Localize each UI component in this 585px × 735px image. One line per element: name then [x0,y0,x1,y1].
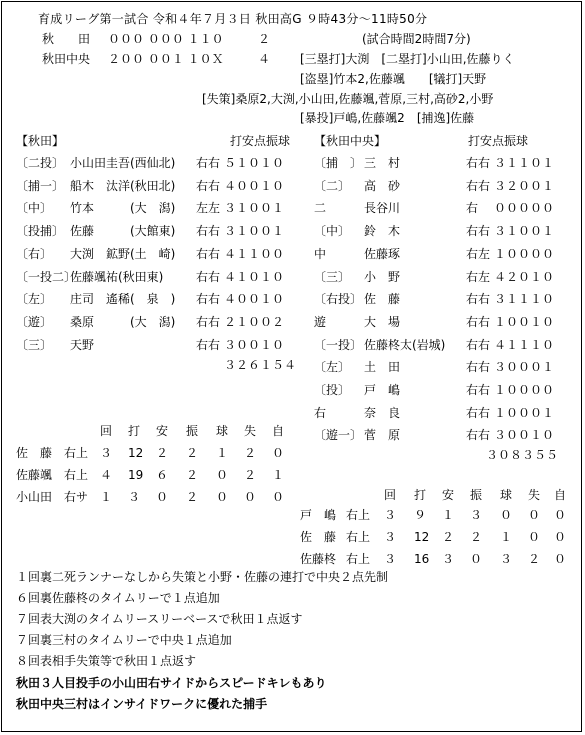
linescore-team-chuo: 秋田中央 [42,52,91,66]
pitcher-stat: ３ [384,530,397,544]
batter-name: 奈 良 [364,405,401,420]
pitcher-stat: ３ [500,552,513,566]
pitcher-stat: ３ [100,446,113,460]
akita-team-header: 【秋田】 [16,134,65,148]
batter-hand: 右右 [466,224,491,239]
pitcher-stat: ３ [442,552,455,566]
pitcher-stat: ０ [500,508,513,522]
batter-name: 三 村 [364,156,401,170]
pitcher-hand: 右上 [346,530,371,544]
pitcher-stat: ２ [186,446,199,460]
batter-hand: 右右 [196,269,221,284]
batter-position: 二 [314,201,327,216]
batter-hand: 右 [466,201,479,216]
summary-line: ７回裏三村のタイムリーで中央１点追加 [16,633,232,647]
pitcher-stat: １ [216,446,229,460]
note-errors: [失策]桑原2,大渕,小山田,佐藤颯,菅原,三村,高砂2,小野 [202,92,494,106]
batter-name: 竹本 (大 潟) [70,201,176,216]
pitcher-stat: ２ [156,446,169,460]
pitcher-hand: 右上 [346,508,371,522]
linescore-total-akita: ２ [258,32,271,46]
chuo-team-header: 【秋田中央】 [314,134,387,148]
pitcher-stat: 12 [128,446,144,460]
pitching-col-header: 球 [500,488,513,502]
pitching-col-header: 打 [128,424,141,438]
batter-hand: 左左 [196,201,221,216]
batter-stats: １００００ [494,246,555,261]
pitcher-name: 戸 嶋 [300,508,337,522]
pitcher-stat: ０ [528,530,541,544]
batter-position: 〔遊〕 [16,314,53,329]
summary-line: ６回裏佐藤柊のタイムリーで１点追加 [16,591,220,605]
batter-hand: 右右 [466,292,491,307]
batter-name: 高 砂 [364,178,401,193]
pitcher-stat: ２ [244,446,257,460]
batter-position: 〔三〕 [314,269,351,284]
pitcher-name: 佐 藤 [16,446,53,460]
pitcher-stat: ２ [244,468,257,482]
highlight-line: 秋田中央三村はインサイドワークに優れた捕手 [16,697,268,711]
chuo-stats-header: 打安点振球 [468,134,529,148]
batter-stats: １０００１ [494,405,555,420]
pitching-col-header: 自 [272,424,285,438]
chuo-batting-total: ３０８３５５ [486,448,559,462]
batter-hand: 右右 [466,405,491,420]
batter-position: 〔一投二〕 [16,269,77,284]
batter-position: 〔投〕 [314,383,351,397]
batter-stats: ３１１０１ [494,156,555,170]
pitcher-stat: ０ [272,446,285,460]
batter-name: 大渕 鉱野(土 崎) [70,246,176,261]
pitcher-stat: ３ [128,490,141,504]
pitching-col-header: 回 [100,424,113,438]
pitcher-stat: ３ [470,508,483,522]
batter-name: 鈴 木 [364,224,401,239]
pitching-col-header: 振 [470,488,483,502]
batter-position: 〔捕一〕 [16,178,65,193]
pitching-col-header: 回 [384,488,397,502]
pitching-col-header: 失 [244,424,257,438]
batter-hand: 右右 [196,224,221,239]
batter-hand: 右左 [466,246,491,261]
batter-hand: 右右 [466,337,491,352]
batter-name: 小 野 [364,269,401,284]
batter-stats: ３００１０ [224,337,285,352]
pitcher-stat: ０ [554,508,567,522]
batter-position: 〔二投〕 [16,156,65,170]
linescore-team-akita: 秋 田 [42,32,91,46]
pitcher-hand: 右上 [346,552,371,566]
batter-hand: 右右 [196,337,221,352]
pitcher-stat: １ [272,468,285,482]
batter-name: 佐 藤 [364,292,401,307]
pitcher-stat: 16 [414,552,430,566]
pitcher-stat: ０ [528,508,541,522]
pitcher-stat: ２ [528,552,541,566]
batter-name: 菅 原 [364,428,401,443]
batter-name: 土 田 [364,360,401,375]
pitching-col-header: 安 [156,424,169,438]
pitcher-hand: 右上 [64,446,89,460]
batter-name: 佐藤琢 [364,246,401,261]
pitcher-stat: ０ [554,552,567,566]
batter-hand: 右右 [466,360,491,375]
batter-stats: ３００１０ [494,428,555,443]
batter-stats: ４１１００ [224,246,285,261]
highlight-line: 秋田３人目投手の小山田右サイドからスピードキレもあり [16,676,327,690]
batter-stats: ５１０１０ [224,156,285,170]
pitcher-stat: ６ [156,468,169,482]
pitcher-stat: ０ [156,490,169,504]
batter-name: 大 場 [364,314,401,329]
pitching-col-header: 安 [442,488,455,502]
batter-hand: 右右 [466,383,491,397]
pitcher-stat: １ [442,508,455,522]
batter-name: 佐藤 (大館東) [70,224,176,239]
batter-hand: 右右 [466,178,491,193]
pitcher-stat: ２ [442,530,455,544]
batter-hand: 右右 [196,156,221,170]
game-title: 育成リーグ第一試合 令和４年７月３日 秋田高G ９時43分～11時50分 [38,12,428,26]
batter-hand: 右右 [196,178,221,193]
batter-position: 中 [314,246,327,261]
note-triples-doubles: [三塁打]大渕 [二塁打]小山田,佐藤りく [300,52,515,66]
batter-stats: １００００ [494,383,555,397]
batter-stats: ３２００１ [494,178,555,193]
batter-position: 〔遊一〕 [314,428,363,443]
linescore-total-chuo: ４ [258,52,271,66]
batter-stats: ２１００２ [224,314,285,329]
pitcher-stat: ０ [244,490,257,504]
pitcher-stat: １ [500,530,513,544]
linescore-innings-akita: ０００ ０００ １１０ [108,32,224,46]
pitcher-stat: １ [100,490,113,504]
akita-stats-header: 打安点振球 [230,134,291,148]
pitcher-stat: ０ [272,490,285,504]
pitcher-hand: 右サ [64,490,89,504]
batter-name: 戸 嶋 [364,383,401,397]
batter-name: 船木 汰洋(秋田北) [70,178,176,193]
batter-stats: ０００００ [494,201,555,216]
pitching-col-header: 自 [554,488,567,502]
pitcher-hand: 右上 [64,468,89,482]
batter-stats: １００１０ [494,314,555,329]
pitching-col-header: 振 [186,424,199,438]
pitcher-stat: ０ [216,490,229,504]
note-wild-pitches: [暴投]戸嶋,佐藤颯2 [捕逸]佐藤 [300,111,475,125]
batter-hand: 右右 [196,314,221,329]
batter-hand: 右右 [466,156,491,170]
batter-position: 〔右〕 [16,246,53,261]
batter-hand: 右右 [466,314,491,329]
batter-stats: ３１１１０ [494,292,555,307]
batter-hand: 右右 [466,428,491,443]
batter-hand: 右左 [466,269,491,284]
summary-line: １回裏二死ランナーなしから失策と小野・佐藤の連打で中央２点先制 [16,570,389,584]
pitcher-stat: ３ [384,508,397,522]
summary-line: ７回表大渕のタイムリースリーベースで秋田１点返す [16,612,303,626]
pitcher-stat: ０ [554,530,567,544]
batter-stats: ４００１０ [224,292,285,307]
batter-position: 〔三〕 [16,337,53,352]
batter-position: 右 [314,405,327,420]
batter-name: 長谷川 [364,201,401,216]
batter-position: 〔捕 〕 [314,156,363,170]
batter-name: 小山田圭吾(西仙北) [70,156,176,170]
batter-stats: ３１００１ [224,201,285,216]
pitcher-stat: ９ [414,508,427,522]
linescore-innings-chuo: ２００ ００１ １０Ｘ [108,52,224,66]
pitcher-stat: ４ [100,468,113,482]
batter-name: 庄司 遙稀( 泉 ) [70,292,176,307]
pitcher-stat: ０ [216,468,229,482]
batter-stats: ３０００１ [494,360,555,375]
batter-position: 〔二〕 [314,178,351,193]
game-time: (試合時間2時間7分) [362,32,471,46]
batter-name: 佐藤颯祐(秋田東) [70,269,164,284]
pitcher-stat: ２ [470,530,483,544]
batter-hand: 右右 [196,246,221,261]
batter-hand: 右右 [196,292,221,307]
pitcher-name: 佐 藤 [300,530,337,544]
batter-position: 〔中〕 [314,224,351,239]
pitching-col-header: 球 [216,424,229,438]
pitcher-stat: ２ [186,468,199,482]
batter-name: 桑原 (大 潟) [70,314,176,329]
batter-position: 〔左〕 [16,292,53,307]
pitcher-name: 小山田 [16,490,53,504]
batter-position: 遊 [314,314,327,329]
batter-name: 天野 [70,337,95,352]
pitcher-stat: ０ [470,552,483,566]
batter-stats: ４１１１０ [494,337,555,352]
pitcher-stat: ３ [384,552,397,566]
batter-stats: ３１００１ [224,224,285,239]
pitcher-name: 佐藤柊 [300,552,337,566]
batter-position: 〔一投〕 [314,337,363,352]
pitcher-name: 佐藤颯 [16,468,53,482]
batter-position: 〔右投〕 [314,292,363,307]
pitcher-stat: ２ [186,490,199,504]
batter-stats: ４２０１０ [494,269,555,284]
batter-position: 〔左〕 [314,360,351,375]
pitching-col-header: 失 [528,488,541,502]
batter-position: 〔投捕〕 [16,224,65,239]
batter-name: 佐藤柊太(岩城) [364,337,446,352]
akita-batting-total: ３２６１５４ [224,358,297,372]
note-steals-sacrifices: [盗塁]竹本2,佐藤颯 [犠打]天野 [300,72,487,86]
pitching-col-header: 打 [414,488,427,502]
batter-stats: ３１００１ [494,224,555,239]
pitcher-stat: 12 [414,530,430,544]
batter-stats: ４００１０ [224,178,285,193]
batter-stats: ４１０１０ [224,269,285,284]
batter-position: 〔中〕 [16,201,53,216]
pitcher-stat: 19 [128,468,144,482]
summary-line: ８回表相手失策等で秋田１点返す [16,654,197,668]
